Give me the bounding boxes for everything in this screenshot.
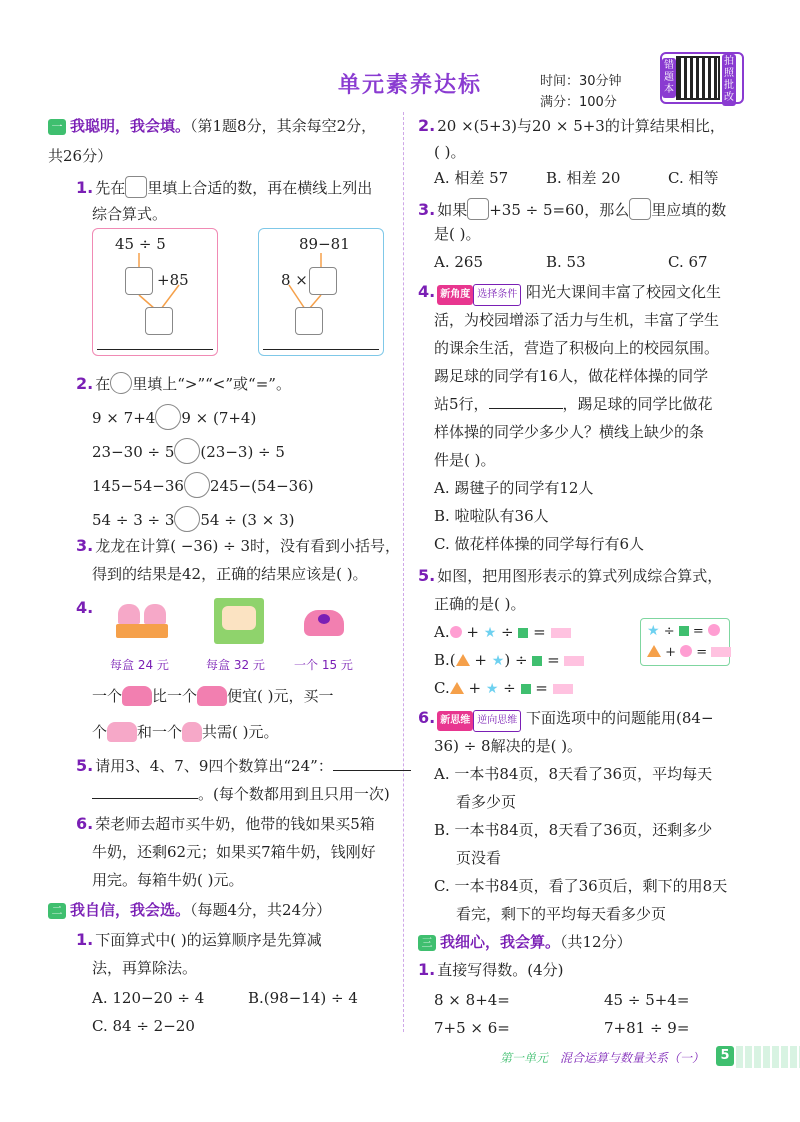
answer-blank[interactable] bbox=[92, 798, 198, 799]
question-1 bbox=[76, 176, 372, 198]
question-text: 在 bbox=[95, 375, 111, 393]
option-b[interactable]: B. 53 bbox=[546, 253, 586, 271]
square-shape-icon bbox=[679, 626, 689, 636]
price-label: 每盒 32 元 bbox=[206, 658, 265, 672]
question-text: 龙龙在计算( −36) ÷ 3时，没有看到小括号， bbox=[95, 537, 400, 555]
choice-1-cont: 法，再算除法。 bbox=[92, 959, 198, 977]
answer-blank[interactable] bbox=[489, 408, 563, 409]
question-text: +35 ÷ 5=60，那么 bbox=[489, 201, 630, 219]
section-2-header bbox=[48, 900, 331, 920]
round-cake-icon bbox=[304, 610, 344, 636]
option-a[interactable]: A. 120−20 ÷ 4 bbox=[92, 989, 205, 1007]
square-shape-icon bbox=[521, 684, 531, 694]
option-c[interactable]: C. 84 ÷ 2−20 bbox=[92, 1017, 195, 1035]
compare-right: (23−3) ÷ 5 bbox=[200, 443, 285, 461]
question-text: 如图，把用图形表示的算式列成综合算式， bbox=[437, 567, 723, 585]
question-text: 里应填的数 bbox=[651, 201, 727, 219]
cake-box-icon bbox=[214, 598, 264, 644]
answer-box-icon bbox=[467, 198, 489, 220]
rect-shape-icon bbox=[564, 656, 584, 666]
question-2 bbox=[76, 372, 291, 394]
rect-shape-icon bbox=[551, 628, 571, 638]
option-c[interactable]: C. 67 bbox=[668, 253, 708, 271]
option-c[interactable]: C. 做花样体操的同学每行有6人 bbox=[434, 535, 645, 553]
square-shape-icon bbox=[518, 628, 528, 638]
tree-1-mid: +85 bbox=[157, 271, 189, 289]
compare-circle[interactable] bbox=[155, 404, 181, 430]
circle-shape-icon bbox=[708, 624, 720, 636]
tag-badge: 逆向思维 bbox=[473, 710, 521, 732]
option-b[interactable]: B. 相差 20 bbox=[546, 169, 621, 187]
choice-5 bbox=[418, 566, 722, 586]
option-a[interactable]: A. 一本书84页，8天看了36页，平均每天 bbox=[434, 765, 713, 783]
question-text: 请用3、4、7、9四个数算出“24”： bbox=[95, 757, 333, 775]
section-1-desc-cont: 共26分） bbox=[48, 147, 113, 165]
tree-1-box-1[interactable] bbox=[125, 267, 153, 295]
question-5-cont bbox=[92, 784, 390, 804]
tree-2-box-2[interactable] bbox=[295, 307, 323, 335]
circle-shape-icon bbox=[450, 626, 462, 638]
question-number: 4. bbox=[418, 282, 436, 301]
choice-6-cont: 36) ÷ 8解决的是( )。 bbox=[434, 737, 583, 755]
question-text: 站5行， bbox=[434, 395, 489, 413]
question-number: 5. bbox=[76, 756, 94, 775]
option-c-cont: 看完，剩下的平均每天看多少页 bbox=[456, 905, 667, 923]
question-text: 直接写得数。(4分) bbox=[437, 961, 564, 979]
question-3-cont: 得到的结果是42，正确的结果应该是( )。 bbox=[92, 565, 368, 583]
section-1-desc: （第1题8分，其余每空2分， bbox=[190, 117, 377, 135]
answer-line-1[interactable] bbox=[97, 349, 213, 350]
question-1-cont: 综合算式。 bbox=[92, 205, 168, 223]
question-number: 2. bbox=[76, 374, 94, 393]
compare-circle[interactable] bbox=[174, 438, 200, 464]
qr-left-label: 错题本 bbox=[662, 58, 676, 98]
tree-2-box-1[interactable] bbox=[309, 267, 337, 295]
circle-shape-icon bbox=[680, 645, 692, 657]
option-c[interactable]: C. 一本书84页，看了36页后，剩下的用8天 bbox=[434, 877, 728, 895]
compare-circle-icon bbox=[110, 372, 132, 394]
choice-2 bbox=[418, 116, 725, 136]
section-3-header bbox=[418, 932, 632, 952]
rect-shape-icon bbox=[711, 647, 731, 657]
star-shape-icon: ★ bbox=[647, 623, 660, 639]
question-text: 荣老师去超市买牛奶，他带的钱如果买5箱 bbox=[95, 815, 375, 833]
question-number: 3. bbox=[418, 200, 436, 219]
question-6-cont: 牛奶，还剩62元；如果买7箱牛奶，钱刚好 bbox=[92, 843, 376, 861]
choice-3-cont: 是( )。 bbox=[434, 225, 481, 243]
calc-tree-1 bbox=[92, 228, 218, 356]
cupcake-icon bbox=[182, 722, 202, 742]
section-1-title: 我聪明，我会填。 bbox=[70, 117, 191, 135]
question-number: 3. bbox=[76, 536, 94, 555]
compare-left: 145−54−36 bbox=[92, 477, 184, 495]
full-score: 满分：100分 bbox=[540, 95, 617, 110]
qr-code-icon[interactable] bbox=[676, 56, 720, 100]
round-cake-icon bbox=[197, 686, 227, 706]
section-3-number: 三 bbox=[418, 935, 436, 951]
page-title: 单元素养达标 bbox=[338, 73, 483, 98]
section-2-title: 我自信，我会选。 bbox=[70, 901, 191, 919]
question-text: 。(每个数都用到且只用一次) bbox=[198, 785, 390, 803]
question-text: ，踢足球的同学比做花 bbox=[562, 395, 713, 413]
question-4-line-1 bbox=[92, 686, 334, 706]
question-text: 下面选项中的问题能用(84− bbox=[526, 709, 714, 727]
question-text: 下面算式中( )的运算顺序是先算减 bbox=[95, 931, 322, 949]
tree-1-top: 45 ÷ 5 bbox=[115, 235, 166, 253]
option-a-cont: 看多少页 bbox=[456, 793, 517, 811]
question-text: 一个 bbox=[92, 687, 123, 705]
question-text: 如果 bbox=[437, 201, 468, 219]
section-2-number: 二 bbox=[48, 903, 66, 919]
triangle-shape-icon bbox=[456, 654, 470, 666]
question-6 bbox=[76, 814, 375, 834]
diagram-row: + = bbox=[647, 643, 731, 663]
section-2-desc: （每题4分，共24分） bbox=[190, 901, 332, 919]
option-label: A. bbox=[434, 623, 450, 641]
question-text: 共需( )元。 bbox=[202, 723, 279, 741]
choice-4 bbox=[418, 282, 721, 306]
question-text: 20 ×(5+3)与20 × 5+3的计算结果相比， bbox=[437, 117, 725, 135]
star-shape-icon: ★ bbox=[491, 653, 505, 669]
section-1-number: 一 bbox=[48, 119, 66, 135]
rect-shape-icon bbox=[553, 684, 573, 694]
question-text: 阳光大课间丰富了校园文化生 bbox=[526, 283, 722, 301]
compare-right: 54 ÷ (3 × 3) bbox=[200, 511, 295, 529]
question-number: 2. bbox=[418, 116, 436, 135]
choice-4-cont: 件是( )。 bbox=[434, 451, 496, 469]
option-label: C. bbox=[434, 679, 450, 697]
choice-4-cont: 的课余生活，营造了积极向上的校园氛围。 bbox=[434, 339, 720, 357]
square-shape-icon bbox=[532, 656, 542, 666]
answer-line-2[interactable] bbox=[263, 349, 379, 350]
triangle-shape-icon bbox=[647, 645, 661, 657]
question-5 bbox=[76, 756, 411, 776]
option-a[interactable]: A. 踢毽子的同学有12人 bbox=[434, 479, 594, 497]
compare-row bbox=[92, 472, 314, 498]
option-b[interactable]: B. 一本书84页，8天看了36页，还剩多少 bbox=[434, 821, 713, 839]
calc-tree-2 bbox=[258, 228, 384, 356]
tag-badge: 选择条件 bbox=[473, 284, 521, 306]
footer-unit: 第一单元 bbox=[500, 1051, 549, 1065]
tree-2-mid: 8 × bbox=[281, 271, 308, 289]
option-b[interactable]: B.(98−14) ÷ 4 bbox=[248, 989, 358, 1007]
question-text: 里填上“>”“<”或“=”。 bbox=[132, 375, 291, 393]
compare-row bbox=[92, 438, 285, 464]
choice-2-cont: ( )。 bbox=[434, 143, 466, 161]
compare-circle[interactable] bbox=[184, 472, 210, 498]
compare-right: 245−(54−36) bbox=[209, 477, 314, 495]
qr-right-label: 拍照批改 bbox=[722, 54, 736, 106]
choice-4-cont: 踢足球的同学有16人，做花样体操的同学 bbox=[434, 367, 709, 385]
price-label: 每盒 24 元 bbox=[110, 658, 169, 672]
calc-1 bbox=[418, 960, 563, 980]
answer-box-icon bbox=[629, 198, 651, 220]
compare-left: 9 × 7+4 bbox=[92, 409, 156, 427]
column-divider bbox=[403, 112, 404, 1032]
question-4 bbox=[76, 598, 95, 618]
footer-pattern bbox=[736, 1046, 800, 1068]
option-a[interactable]: A. 265 bbox=[434, 253, 483, 271]
footer-chapter: 混合运算与数量关系（一） bbox=[560, 1051, 705, 1065]
choice-5-cont: 正确的是( )。 bbox=[434, 595, 526, 613]
answer-box[interactable] bbox=[125, 176, 147, 198]
question-number: 1. bbox=[76, 930, 94, 949]
option-b[interactable]: B.( + ★) ÷ = bbox=[434, 650, 584, 671]
price-label: 一个 15 元 bbox=[294, 658, 353, 672]
question-text: 先在 bbox=[95, 179, 126, 197]
section-1-header bbox=[48, 116, 376, 136]
question-4-line-2 bbox=[92, 722, 279, 742]
compare-row bbox=[92, 404, 256, 430]
time-limit: 时间：30分钟 bbox=[540, 74, 622, 89]
question-text: 便宜( )元，买一 bbox=[227, 687, 334, 705]
star-shape-icon: ★ bbox=[485, 681, 499, 697]
triangle-shape-icon bbox=[450, 682, 464, 694]
question-number: 6. bbox=[418, 708, 436, 727]
option-b-cont: 页没看 bbox=[456, 849, 502, 867]
question-text: 和一个 bbox=[137, 723, 183, 741]
compare-row bbox=[92, 506, 294, 532]
question-text: 里填上合适的数，再在横线上列出 bbox=[147, 179, 373, 197]
compare-left: 54 ÷ 3 ÷ 3 bbox=[92, 511, 175, 529]
calc-item[interactable]: 7+5 × 6= bbox=[434, 1019, 510, 1037]
question-number: 1. bbox=[418, 960, 436, 979]
tree-2-top: 89−81 bbox=[299, 235, 350, 253]
option-label: B. bbox=[434, 651, 450, 669]
cupcake-icon bbox=[107, 722, 137, 742]
question-number: 5. bbox=[418, 566, 436, 585]
choice-1 bbox=[76, 930, 322, 950]
answer-blank[interactable] bbox=[333, 770, 411, 771]
compare-circle[interactable] bbox=[174, 506, 200, 532]
question-number: 6. bbox=[76, 814, 94, 833]
star-shape-icon: ★ bbox=[483, 625, 497, 641]
choice-4-cont: 活，为校园增添了活力与生机，丰富了学生 bbox=[434, 311, 720, 329]
question-3 bbox=[76, 536, 400, 556]
shape-equation-diagram bbox=[640, 618, 730, 666]
diagram-row: ★ ÷ = bbox=[647, 621, 720, 642]
choice-4-cont bbox=[434, 394, 713, 414]
choice-4-cont: 样体操的同学少多少人？横线上缺少的条 bbox=[434, 423, 705, 441]
question-text: 比一个 bbox=[152, 687, 198, 705]
option-c[interactable]: C. + ★ ÷ = bbox=[434, 678, 573, 699]
new-thinking-badge: 新思维 bbox=[437, 711, 473, 731]
choice-3 bbox=[418, 198, 726, 220]
option-a[interactable]: A. + ★ ÷ = bbox=[434, 622, 571, 643]
compare-right: 9 × (7+4) bbox=[181, 409, 257, 427]
section-3-desc: （共12分） bbox=[560, 933, 632, 951]
calc-item[interactable]: 45 ÷ 5+4= bbox=[604, 991, 690, 1009]
option-a[interactable]: A. 相差 57 bbox=[434, 169, 509, 187]
question-number: 4. bbox=[76, 598, 94, 617]
calc-item[interactable]: 8 × 8+4= bbox=[434, 991, 510, 1009]
page-number: 5 bbox=[716, 1046, 734, 1066]
cupcake-box-icon bbox=[116, 604, 170, 640]
question-text: 个 bbox=[92, 723, 108, 741]
section-3-title: 我细心，我会算。 bbox=[440, 933, 561, 951]
compare-left: 23−30 ÷ 5 bbox=[92, 443, 175, 461]
option-b[interactable]: B. 啦啦队有36人 bbox=[434, 507, 549, 525]
tree-1-box-2[interactable] bbox=[145, 307, 173, 335]
calc-item[interactable]: 7+81 ÷ 9= bbox=[604, 1019, 690, 1037]
question-number: 1. bbox=[76, 178, 94, 197]
round-cake-icon bbox=[122, 686, 152, 706]
question-6-cont: 用完。每箱牛奶( )元。 bbox=[92, 871, 244, 889]
option-c[interactable]: C. 相等 bbox=[668, 169, 719, 187]
new-angle-badge: 新角度 bbox=[437, 285, 473, 305]
choice-6 bbox=[418, 708, 714, 732]
